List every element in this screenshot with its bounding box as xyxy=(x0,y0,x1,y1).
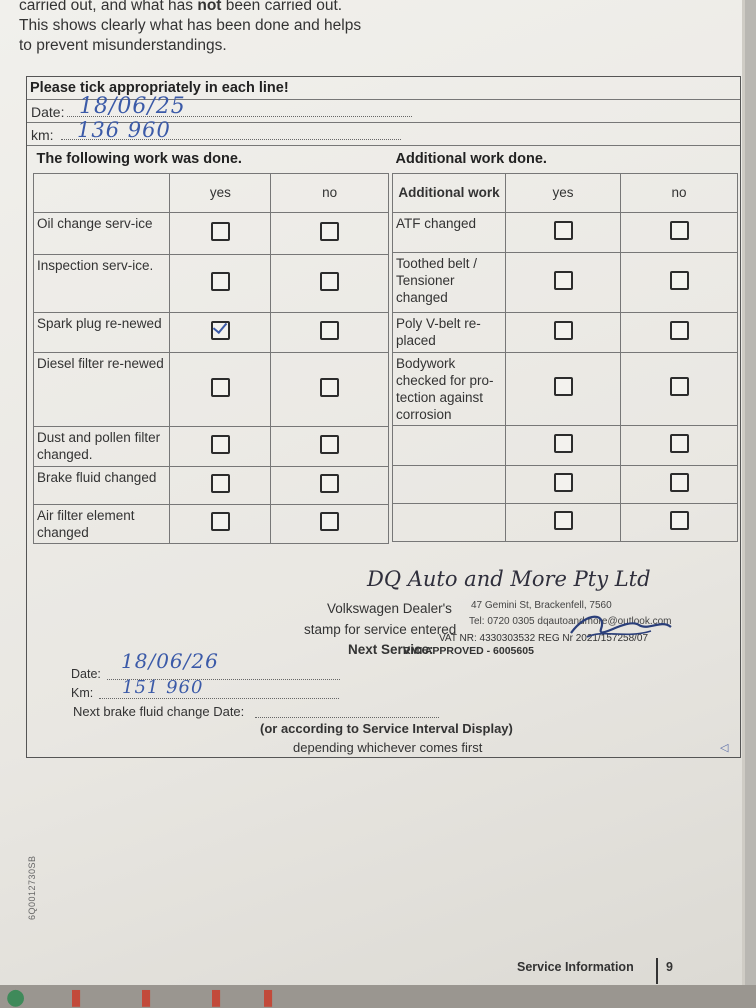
brake-fluid-line xyxy=(255,717,439,718)
right-row-label: Poly V-belt re-placed xyxy=(393,312,506,352)
right-row-label: Bodywork checked for pro-tection against corrosion xyxy=(393,352,506,425)
additional-work-table xyxy=(392,149,738,542)
intro-line1-post: been carried out. xyxy=(221,0,343,14)
checkbox-yes[interactable] xyxy=(211,222,230,241)
intro-line3: to prevent misunderstandings. xyxy=(19,37,227,54)
left-row-label: Spark plug re-newed xyxy=(34,312,170,352)
left-header-blank xyxy=(34,173,170,212)
next-date-label: Date: xyxy=(71,667,101,681)
dealer-label: Volkswagen Dealer's xyxy=(327,601,452,616)
checkbox-no[interactable] xyxy=(670,221,689,240)
work-done-table xyxy=(33,149,389,544)
km-label: km: xyxy=(31,127,54,143)
date-label: Date: xyxy=(31,104,65,120)
next-km-handwritten[interactable]: 151 960 xyxy=(122,677,204,698)
next-date-handwritten[interactable]: 18/06/26 xyxy=(121,649,219,673)
next-km-label: Km: xyxy=(71,686,94,700)
checkbox-yes[interactable] xyxy=(554,473,573,492)
checkbox-no[interactable] xyxy=(320,435,339,454)
stamp-company: DQ Auto and More Pty Ltd xyxy=(367,567,651,591)
checkbox-no[interactable] xyxy=(670,511,689,530)
checkbox-no[interactable] xyxy=(670,473,689,492)
checkbox-yes[interactable] xyxy=(554,271,573,290)
intro-line2: This shows clearly what has been done and helps xyxy=(19,17,362,34)
footer-section-label: Service Information xyxy=(517,960,634,974)
next-km-line xyxy=(99,698,339,699)
checkbox-no[interactable] xyxy=(320,474,339,493)
page-number: 9 xyxy=(666,960,673,974)
checkbox-yes[interactable] xyxy=(554,221,573,240)
right-row-label xyxy=(393,465,506,503)
checkbox-no[interactable] xyxy=(670,321,689,340)
left-row-label: Dust and pollen filter changed. xyxy=(34,426,170,466)
checkbox-yes[interactable] xyxy=(554,377,573,396)
left-header-yes: yes xyxy=(170,173,271,212)
checkbox-no[interactable] xyxy=(670,377,689,396)
footer-divider xyxy=(656,958,658,984)
right-table-title: Additional work done. xyxy=(395,151,547,167)
checkbox-yes[interactable] xyxy=(211,474,230,493)
checkbox-yes[interactable] xyxy=(211,272,230,291)
km-row xyxy=(27,118,740,146)
right-header-yes: yes xyxy=(506,173,621,212)
checkbox-no[interactable] xyxy=(320,321,339,340)
checkbox-no[interactable] xyxy=(320,378,339,397)
stamp-vat: VAT NR: 4330303532 REG Nr 2021/157258/07 xyxy=(439,633,649,644)
stamp-rmi: RMI APPROVED - 6005605 xyxy=(403,645,534,657)
checkbox-no[interactable] xyxy=(670,434,689,453)
checkbox-yes[interactable] xyxy=(554,511,573,530)
right-row-label xyxy=(393,503,506,541)
intro-line1-bold: not xyxy=(197,0,222,14)
left-header-no: no xyxy=(271,173,389,212)
triangle-left-icon: ◁ xyxy=(720,742,729,754)
brake-fluid-label: Next brake fluid change Date: xyxy=(73,704,245,719)
stamp-tel: Tel: 0720 0305 dqautoandmore@outlook.com xyxy=(469,616,672,627)
stamp-address: 47 Gemini St, Brackenfell, 7560 xyxy=(471,600,612,611)
left-row-label: Oil change serv-ice xyxy=(34,212,170,254)
whichever-note: depending whichever comes first xyxy=(293,740,483,755)
checkbox-no[interactable] xyxy=(320,222,339,241)
checkbox-yes[interactable] xyxy=(211,435,230,454)
left-row-label: Inspection serv-ice. xyxy=(34,254,170,312)
checkbox-yes[interactable] xyxy=(211,512,230,531)
left-row-label: Diesel filter re-newed xyxy=(34,352,170,426)
date-handwritten[interactable]: 18/06/25 xyxy=(79,94,186,119)
part-number: 6Q0012730SB xyxy=(27,855,37,920)
right-row-label: ATF changed xyxy=(393,212,506,252)
right-header-no: no xyxy=(621,173,738,212)
right-row-label xyxy=(393,425,506,465)
right-row-label: Toothed belt / Tensioner changed xyxy=(393,252,506,312)
km-handwritten[interactable]: 136 960 xyxy=(77,118,171,142)
checkbox-yes[interactable] xyxy=(554,434,573,453)
instruction-text: Please tick appropriately in each line! xyxy=(30,80,289,96)
checkbox-yes[interactable] xyxy=(211,378,230,397)
checkbox-no[interactable] xyxy=(670,271,689,290)
left-row-label: Brake fluid changed xyxy=(34,466,170,504)
checkbox-no[interactable] xyxy=(320,272,339,291)
intro-text xyxy=(19,0,361,56)
interval-note: (or according to Service Interval Display) xyxy=(260,721,513,736)
stamp-for-label: stamp for service entered xyxy=(304,622,457,637)
underlying-pages-strip: ● ▮ ▮ ▮ ▮ xyxy=(0,985,756,1008)
checkbox-yes[interactable] xyxy=(554,321,573,340)
left-table-title: The following work was done. xyxy=(36,151,242,167)
intro-line1-pre: carried out, and what has xyxy=(19,0,198,14)
signature-scribble xyxy=(567,609,677,645)
checkbox-yes-ticked[interactable] xyxy=(211,321,230,340)
right-header-additional: Additional work xyxy=(393,173,506,212)
next-service-label: Next Service: xyxy=(348,642,434,657)
service-form xyxy=(26,76,741,758)
checkbox-no[interactable] xyxy=(320,512,339,531)
left-row-label: Air filter element changed xyxy=(34,504,170,543)
